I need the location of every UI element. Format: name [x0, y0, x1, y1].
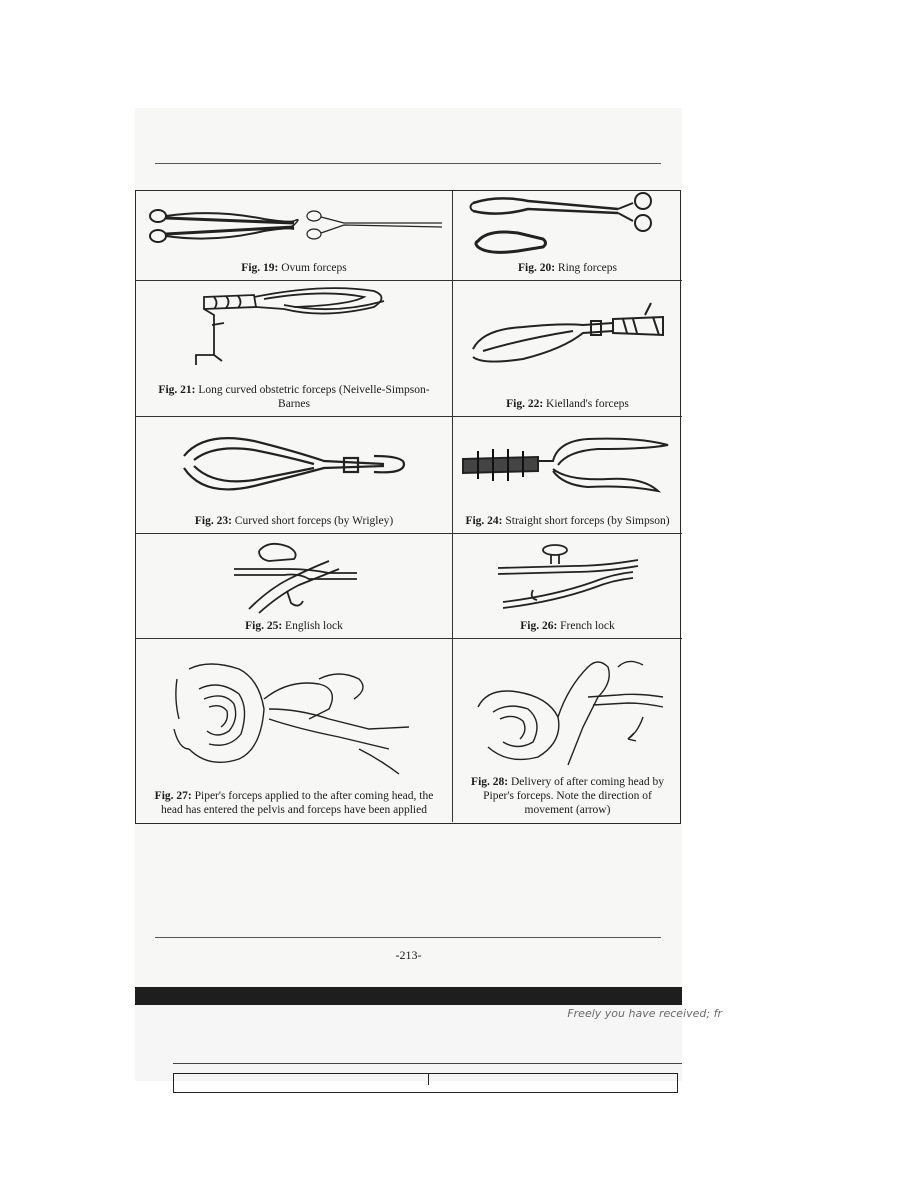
- figure-cell-23: [136, 417, 453, 534]
- figure-caption: Fig. 23: Curved short forceps (by Wrigley): [194, 515, 394, 527]
- next-page-fragment: [135, 1005, 722, 1081]
- header-rule: [155, 163, 661, 164]
- straight-short-forceps-illustration: [453, 417, 682, 514]
- figure-caption: Fig. 25: English lock: [245, 620, 343, 632]
- kiellands-forceps-illustration: [453, 281, 682, 397]
- figure-table: [135, 190, 681, 824]
- page-separator: [135, 987, 682, 1005]
- figure-caption: Fig. 19: Ovum forceps: [241, 262, 347, 274]
- figure-caption: Fig. 24: Straight short forceps (by Simpson): [465, 515, 670, 527]
- footer-rule: [155, 937, 661, 938]
- scanned-page: [135, 108, 682, 988]
- figure-cell-26: [453, 534, 682, 639]
- figure-caption: Fig. 20: Ring forceps: [517, 262, 618, 274]
- next-page-rule: [173, 1063, 682, 1064]
- figure-cell-20: [453, 191, 682, 281]
- french-lock-illustration: [453, 534, 682, 619]
- ring-forceps-illustration: [453, 191, 682, 261]
- english-lock-illustration: [136, 534, 452, 619]
- figure-caption: Fig. 21: Long curved obstetric forceps (Neivelle-Simpson-Barnes: [158, 384, 430, 410]
- figure-cell-24: [453, 417, 682, 534]
- figure-caption: Fig. 27: Piper's forceps applied to the after coming head, the head has entered the pelvis and forceps have been applied: [154, 790, 434, 816]
- figure-cell-19: [136, 191, 453, 281]
- page-number: -213-: [395, 948, 422, 962]
- ovum-forceps-illustration: [136, 191, 452, 261]
- next-page-table-edge: [173, 1073, 678, 1093]
- figure-cell-25: [136, 534, 453, 639]
- long-curved-obstetric-forceps-illustration: [136, 281, 452, 383]
- next-page-table-divider: [428, 1073, 429, 1085]
- pipers-forceps-delivery-illustration: [453, 639, 682, 775]
- figure-cell-27: [136, 639, 453, 822]
- curved-short-forceps-illustration: [136, 417, 452, 514]
- figure-caption: Fig. 28: Delivery of after coming head by Piper's forceps. Note the direction of movement (arrow): [471, 776, 664, 816]
- figure-cell-21: [136, 281, 453, 417]
- next-page-header-quote: Freely you have received; fr: [567, 1007, 722, 1020]
- figure-caption: Fig. 26: French lock: [520, 620, 615, 632]
- figure-cell-28: [453, 639, 682, 822]
- figure-cell-22: [453, 281, 682, 417]
- pipers-forceps-applied-illustration: [136, 639, 452, 789]
- figure-caption: Fig. 22: Kielland's forceps: [506, 398, 629, 410]
